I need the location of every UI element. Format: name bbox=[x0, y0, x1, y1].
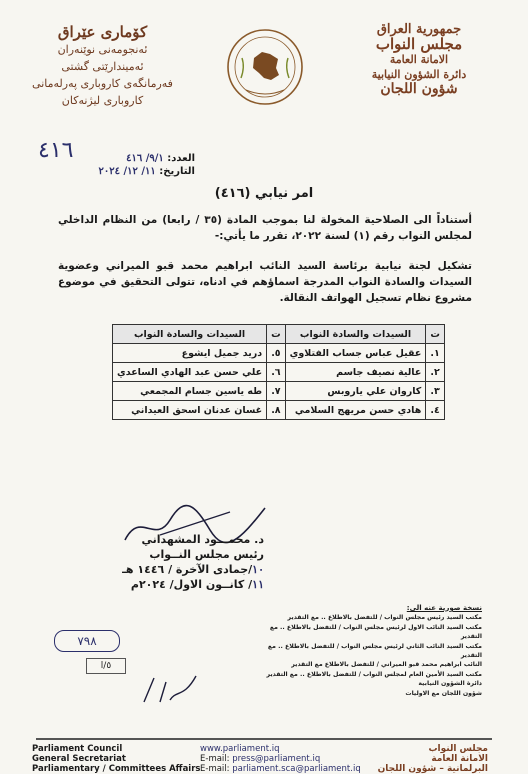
header-kurdish-country: كۆماری عێراق bbox=[57, 23, 148, 41]
footer-en-line: Parliament Council bbox=[32, 744, 123, 754]
hijri-day: ١٠ bbox=[252, 563, 264, 576]
cc-title: نسخة صورية عنه الى: bbox=[406, 604, 482, 612]
table-header-names: السيدات والسادة النواب bbox=[113, 325, 267, 344]
greg-day: ١١ bbox=[252, 578, 264, 591]
member-name: عالية نصيف جاسم bbox=[285, 363, 426, 382]
cc-line: مكتب السيد النائب الاول لرئيس مجلس النواب / للتفضل بالاطلاع .. مع التقدير bbox=[269, 623, 482, 641]
header-country: جمهورية العراق bbox=[376, 22, 462, 37]
member-name: طه ياسين جسام المجمعي bbox=[113, 382, 267, 401]
order-paragraph-authority: أستناداً الى الصلاحية المخولة لنا بموجب المادة (٣٥ / رابعا) من النظام الداخلي لمجلس النواب رقم (١) لسنة ٢٠٢٢، تقرر ما يأتي:- bbox=[58, 214, 472, 242]
signatory-title: رئيس مجلس النــواب bbox=[149, 548, 264, 561]
footer-ar-line: مجلس النواب bbox=[428, 744, 488, 754]
member-name: هادي حسن مريهج السلامي bbox=[285, 401, 426, 420]
header-kurdish-section: كاروباری لیژنه‌كان bbox=[61, 94, 144, 107]
footer-website-link[interactable]: www.parliament.iq bbox=[200, 744, 280, 754]
cc-list bbox=[260, 604, 482, 698]
signature-block bbox=[84, 532, 264, 592]
footer-email-press-link[interactable]: press@parliament.iq bbox=[232, 754, 321, 764]
reference-number-handwritten: ٤١٦ bbox=[38, 138, 74, 163]
row-number: ٥. bbox=[267, 344, 286, 363]
row-number: ٣. bbox=[426, 382, 445, 401]
table-header-row bbox=[113, 325, 445, 344]
cc-line: دائرة الشؤون النيابية bbox=[418, 680, 482, 688]
order-title: امر نيابي (٤١٦) bbox=[214, 186, 314, 201]
header-council: مجلس النواب bbox=[375, 35, 463, 53]
header-secretariat: الامانة العامة bbox=[389, 53, 449, 66]
table-row bbox=[113, 382, 445, 401]
email-label: E-mail: bbox=[200, 754, 230, 764]
header-section: شؤون اللجان bbox=[380, 81, 458, 97]
signatory-name: د. محمـــود المشهداني bbox=[141, 533, 264, 546]
row-number: ٨. bbox=[267, 401, 286, 420]
registry-box-stamp: ٥/ا bbox=[86, 658, 126, 674]
initials-scribble-icon bbox=[140, 672, 200, 706]
member-name: دريد جميل ايشوع bbox=[113, 344, 267, 363]
header-kurdish-council: ئه‌نجومه‌نی نوێنه‌ران bbox=[57, 43, 148, 56]
member-name: عقيل عباس جساب الفتلاوي bbox=[285, 344, 426, 363]
footer-divider bbox=[36, 738, 492, 740]
footer-contacts bbox=[200, 744, 361, 774]
email-label: E-mail: bbox=[200, 764, 230, 774]
table-row bbox=[113, 401, 445, 420]
table-header-num: ت bbox=[426, 325, 445, 344]
table-row bbox=[113, 344, 445, 363]
registry-stamp: ٧٩٨ bbox=[54, 630, 120, 652]
header-kurdish bbox=[30, 24, 175, 109]
member-name: غسان عدنان اسحق العيداني bbox=[113, 401, 267, 420]
header-kurdish-department: فه‌رمانگه‌ی كاروباری په‌رله‌مانی bbox=[32, 77, 173, 90]
footer-en-line: Parliamentary / Committees Affairs bbox=[32, 764, 201, 774]
cc-line: شؤون اللجان مع الاوليات bbox=[405, 689, 482, 697]
footer-ar-line: الامانة العامة bbox=[431, 754, 488, 764]
hijri-date: /جمادى الآخرة / ١٤٤٦ هـ bbox=[122, 563, 253, 576]
header-department: دائرة الشؤون النيابية bbox=[371, 68, 467, 81]
cc-line: النائب ابراهيم محمد قبو الميراني / للتفضل بالاطلاع مع التقدير bbox=[291, 661, 482, 669]
footer-arabic bbox=[378, 744, 488, 774]
order-paragraph-committee: تشكيل لجنة نيابية برئاسة السيد النائب ابراهيم محمد قبو الميراني وعضوية السيدات والسادة النواب المدرجة اسماؤهم في ادناه، تتولى التحقيق في موضوع مشروع نظام تسجيل الهواتف النقالة. bbox=[58, 260, 472, 304]
row-number: ٦. bbox=[267, 363, 286, 382]
table-row bbox=[113, 363, 445, 382]
table-header-names: السيدات والسادة النواب bbox=[285, 325, 426, 344]
parliament-emblem-icon bbox=[226, 28, 304, 106]
row-number: ٤. bbox=[426, 401, 445, 420]
date-label: التاريخ: bbox=[159, 166, 195, 177]
reference-meta bbox=[95, 152, 195, 178]
header-kurdish-secretariat: ئه‌میندارێتی گشتی bbox=[61, 60, 144, 73]
footer-english bbox=[32, 744, 200, 774]
member-name: علي حسن عبد الهادي الساعدي bbox=[113, 363, 267, 382]
cc-line: مكتب السيد النائب الثاني لرئيس مجلس النواب / للتفضل بالاطلاع .. مع التقدير bbox=[267, 642, 482, 660]
footer-en-line: General Secretariat bbox=[32, 754, 126, 764]
row-number: ١. bbox=[426, 344, 445, 363]
cc-line: مكتب السيد رئيس مجلس النواب / للتفضل بالاطلاع .. مع التقدير bbox=[287, 614, 482, 622]
row-number: ٢. bbox=[426, 363, 445, 382]
footer-email-sca-link[interactable]: parliament.sca@parliament.iq bbox=[232, 764, 361, 774]
table-header-num: ت bbox=[267, 325, 286, 344]
member-name: كاروان علي ياروبس bbox=[285, 382, 426, 401]
footer-ar-line: البرلمانية – شؤون اللجان bbox=[377, 764, 488, 774]
date-value: ١١/ ١٢/ ٢٠٢٤ bbox=[98, 166, 156, 177]
number-value: ٩/١/ ٤١٦ bbox=[126, 153, 164, 164]
cc-line: مكتب السيد الأمين العام لمجلس النواب / للتفضل بالاطلاع .. مع التقدير bbox=[266, 670, 482, 678]
number-label: العدد: bbox=[167, 153, 195, 164]
row-number: ٧. bbox=[267, 382, 286, 401]
header-arabic bbox=[344, 22, 494, 97]
members-table bbox=[112, 324, 445, 420]
greg-date: / كانــون الاول/ ٢٠٢٤م bbox=[130, 578, 253, 591]
